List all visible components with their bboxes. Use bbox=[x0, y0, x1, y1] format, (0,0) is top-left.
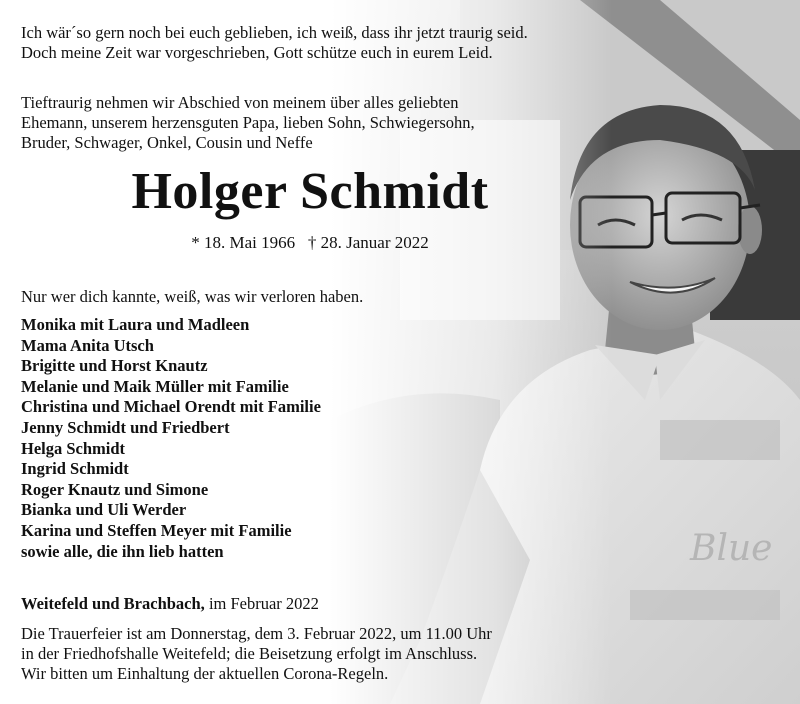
quote: Nur wer dich kannte, weiß, was wir verloren haben. bbox=[21, 287, 364, 306]
mourner-entry: Bianka und Uli Werder bbox=[21, 500, 187, 520]
verse bbox=[21, 23, 621, 63]
ceremony-line: in der Friedhofshalle Weitefeld; die Beisetzung erfolgt im Anschluss. bbox=[21, 644, 478, 663]
mourner-entry: Christina und Michael Orendt mit Familie bbox=[21, 397, 321, 417]
mourner-entry: Helga Schmidt bbox=[21, 438, 126, 458]
mourner-entry: Melanie und Maik Müller mit Familie bbox=[21, 376, 289, 396]
ceremony-line: Die Trauerfeier ist am Donnerstag, dem 3. Februar 2022, um 11.00 Uhr bbox=[21, 624, 492, 643]
place-location: Weitefeld und Brachbach, bbox=[21, 594, 205, 613]
life-dates: * 18. Mai 1966 † 28. Januar 2022 bbox=[191, 233, 429, 252]
deceased-name: Holger Schmidt bbox=[131, 163, 489, 220]
ceremony-info bbox=[21, 624, 621, 684]
intro-line: Tieftraurig nehmen wir Abschied von meinem über alles geliebten bbox=[21, 93, 459, 112]
intro-line: Bruder, Schwager, Onkel, Cousin und Neffe bbox=[21, 133, 313, 152]
place-date bbox=[21, 594, 319, 614]
mourner-entry: Ingrid Schmidt bbox=[21, 459, 129, 479]
intro-text bbox=[21, 93, 541, 153]
place-month: im Februar 2022 bbox=[204, 594, 319, 613]
verse-line: Ich wär´so gern noch bei euch geblieben, ich weiß, dass ihr jetzt traurig seid. bbox=[21, 23, 528, 42]
ceremony-line: Wir bitten um Einhaltung der aktuellen Corona-Regeln. bbox=[21, 664, 389, 683]
mourner-entry: Jenny Schmidt und Friedbert bbox=[21, 417, 230, 437]
mourner-entry: sowie alle, die ihn lieb hatten bbox=[21, 541, 224, 561]
mourner-entry: Monika mit Laura und Madleen bbox=[21, 315, 250, 334]
mourner-entry: Mama Anita Utsch bbox=[21, 335, 154, 355]
mourner-entry: Brigitte und Horst Knautz bbox=[21, 356, 208, 376]
mourners-list bbox=[21, 315, 321, 562]
mourner-entry: Roger Knautz und Simone bbox=[21, 479, 209, 499]
intro-line: Ehemann, unserem herzensguten Papa, lieben Sohn, Schwiegersohn, bbox=[21, 113, 475, 132]
mourner-entry: Karina und Steffen Meyer mit Familie bbox=[21, 520, 292, 540]
verse-line: Doch meine Zeit war vorgeschrieben, Gott schütze euch in eurem Leid. bbox=[21, 43, 493, 62]
